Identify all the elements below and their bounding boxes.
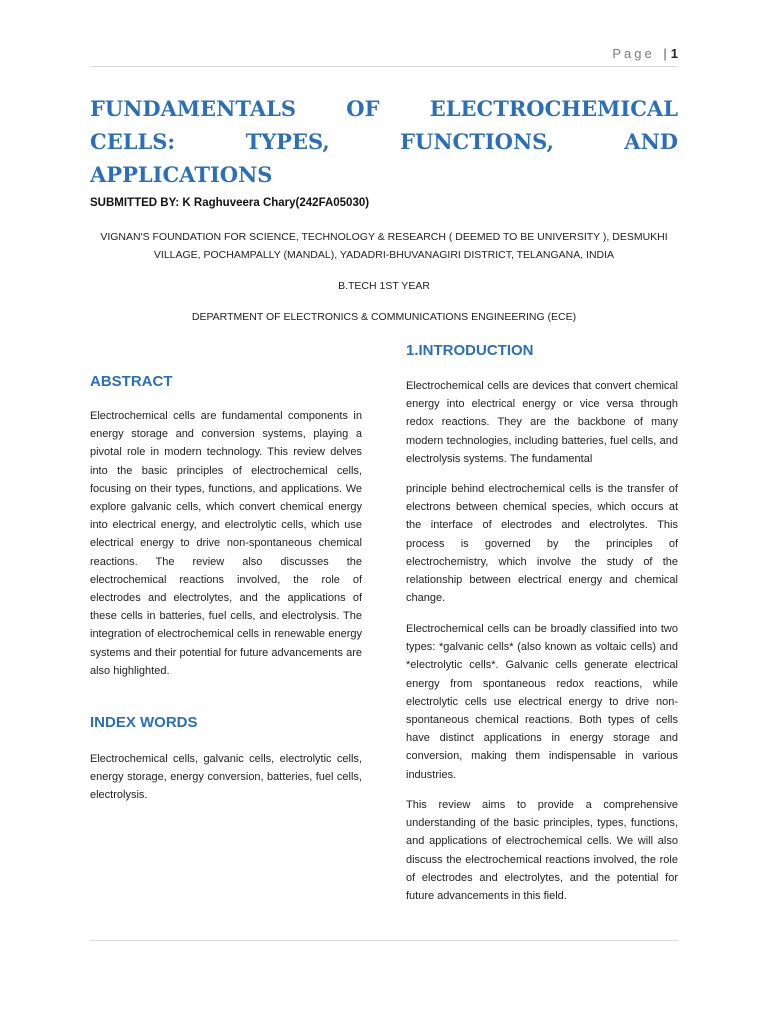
abstract-heading: ABSTRACT	[90, 373, 173, 390]
intro-paragraph-4: This review aims to provide a comprehensive understanding of the basic principles, types, functions, and applications of electrochemical cells. We will also discuss the electrochemical reactions involved, the role of electrodes and electrolytes, and the potential for future advancements in this field.	[406, 799, 678, 903]
page-number: 1	[670, 46, 678, 61]
intro-paragraph-3: Electrochemical cells can be broadly classified into two types: *galvanic cells* (also known as voltaic cells) and *electrolytic cells*. Galvanic cells generate electrical energy from spontaneous redox reactions, while electrolytic cells use electrical energy to drive non-spontaneous chemical reactions. Both types of cells have distinct applications in energy storage and conversion, making them indispensable in various industries.	[406, 623, 678, 781]
intro-paragraph-1: Electrochemical cells are devices that convert chemical energy into electrical energy or vice versa through redox reactions. They are the backbone of many modern technologies, including batteries, fuel cells, and electrolysis systems. The fundamental	[406, 380, 678, 465]
department: DEPARTMENT OF ELECTRONICS & COMMUNICATIONS ENGINEERING (ECE)	[191, 311, 577, 323]
submitted-by: SUBMITTED BY: K Raghuveera Chary(242FA05030)	[90, 197, 370, 209]
affiliation: VIGNAN'S FOUNDATION FOR SCIENCE, TECHNOLOGY & RESEARCH ( DEEMED TO BE UNIVERSITY ), DESMUKHI VILLAGE, POCHAMPALLY (MANDAL), YADADRI-BHUVANAGIRI DISTRICT, TELANGANA, INDIA	[100, 231, 668, 261]
introduction-heading: 1.INTRODUCTION	[406, 342, 534, 359]
abstract-text: Electrochemical cells are fundamental components in energy storage and conversion systems, playing a pivotal role in modern technology. This review delves into the basic principles of electrochemical cells, focusing on their types, functions, and applications. We explore galvanic cells, which convert chemical energy into electrical energy, and electrolytic cells, which use electrical energy to drive non-spontaneous chemical reactions. The review also discusses the electrochemical reactions involved, the role of electrodes and electrolytes, and the applications of these cells in batteries, fuel cells, and electrolysis. The integration of electrochemical cells in renewable energy systems and their potential for future advancements are also highlighted.	[90, 410, 362, 677]
page-label: Page	[612, 46, 655, 61]
paper-title: FUNDAMENTALS OF ELECTROCHEMICAL CELLS: TYPES, FUNCTIONS, AND APPLICATIONS	[90, 96, 678, 187]
page-separator: |	[663, 46, 667, 61]
intro-paragraph-2: principle behind electrochemical cells is the transfer of electrons between chemical species, which occurs at the interface of electrodes and electrolytes. This process is governed by the principles of electrochemistry, which involve the study of the relationship between electrical energy and chemical change.	[406, 483, 678, 605]
header-divider	[90, 66, 678, 67]
page-number-header	[90, 46, 678, 61]
footer-divider	[90, 940, 678, 941]
index-words-heading: INDEX WORDS	[90, 714, 198, 731]
course-year: B.TECH 1ST YEAR	[338, 280, 430, 292]
index-words-text: Electrochemical cells, galvanic cells, electrolytic cells, energy storage, energy conversion, batteries, fuel cells, electrolysis.	[90, 753, 362, 802]
